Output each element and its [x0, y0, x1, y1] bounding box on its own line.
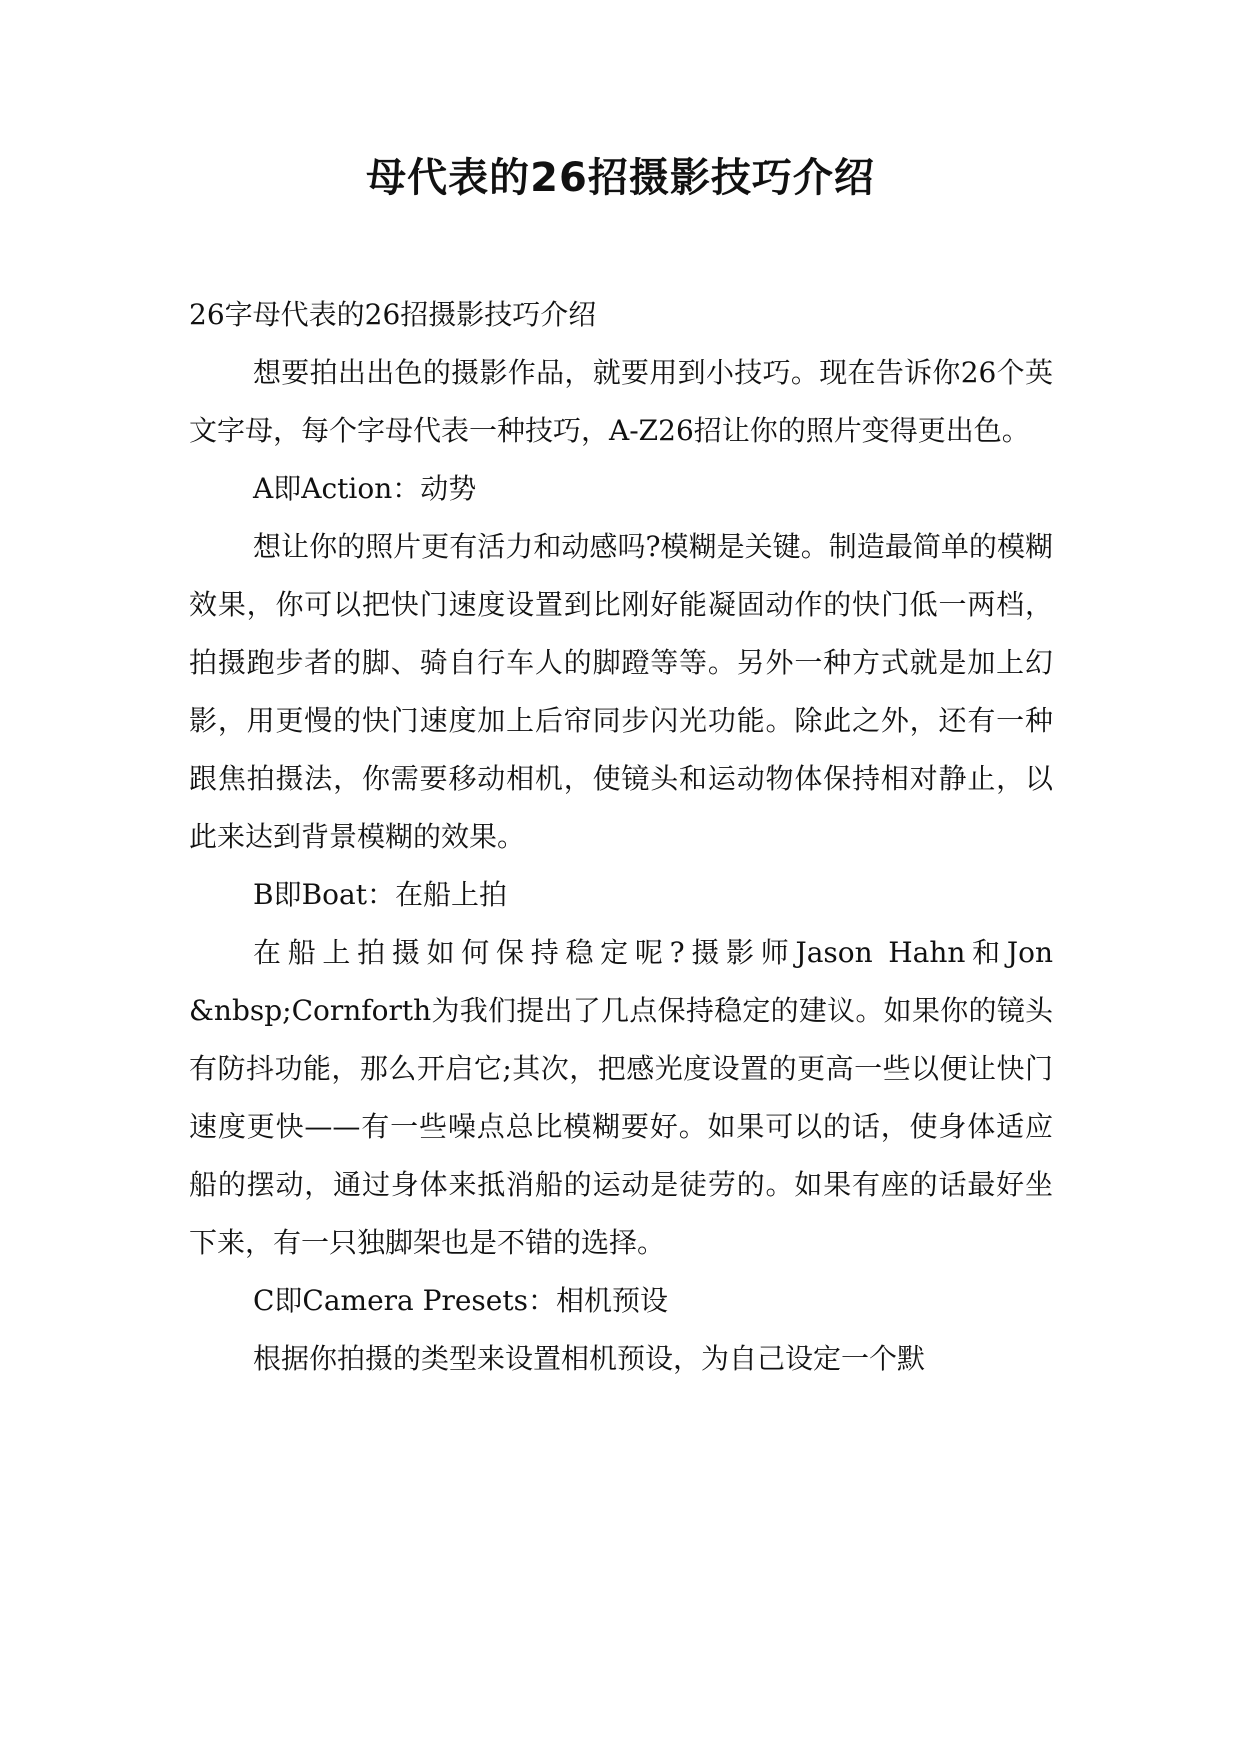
document-title: 母代表的26招摄影技巧介绍 — [366, 155, 875, 201]
section-text-c: 根据你拍摄的类型来设置相机预设，为自己设定一个默 — [253, 1342, 926, 1375]
section-text-a: 想让你的照片更有活力和动感吗?模糊是关键。制造最简单的模糊效果，你可以把快门速度设置到比刚好能凝固动作的快门低一两档，拍摄跑步者的脚、骑自行车人的脚蹬等等。另外一种方式就是加上幻影，用更慢的快门速度加上后帘同步闪光功能。除此之外，还有一种跟焦拍摄法，你需要移动相机，使镜头和运动物体保持相对静止，以此来达到背景模糊的效果。 — [189, 530, 1053, 853]
section-heading-a: A即Action：动势 — [253, 472, 477, 505]
section-text-b: 在船上拍摄如何保持稳定呢?摄影师Jason Hahn和Jon &nbsp;Cornforth为我们提出了几点保持稳定的建议。如果你的镜头有防抖功能，那么开启它;其次，把感光度设置的更高一些以便让快门速度更快——有一些噪点总比模糊要好。如果可以的话，使身体适应船的摆动，通过身体来抵消船的运动是徒劳的。如果有座的话最好坐下来，有一只独脚架也是不错的选择。 — [189, 936, 1053, 1259]
document-subtitle: 26字母代表的26招摄影技巧介绍 — [189, 298, 597, 331]
intro-paragraph: 想要拍出出色的摄影作品，就要用到小技巧。现在告诉你26个英文字母，每个字母代表一种技巧，A-Z26招让你的照片变得更出色。 — [189, 356, 1053, 447]
document-body — [189, 286, 1053, 1388]
section-heading-c: C即Camera Presets：相机预设 — [253, 1284, 668, 1317]
section-heading-b: B即Boat：在船上拍 — [253, 878, 507, 911]
